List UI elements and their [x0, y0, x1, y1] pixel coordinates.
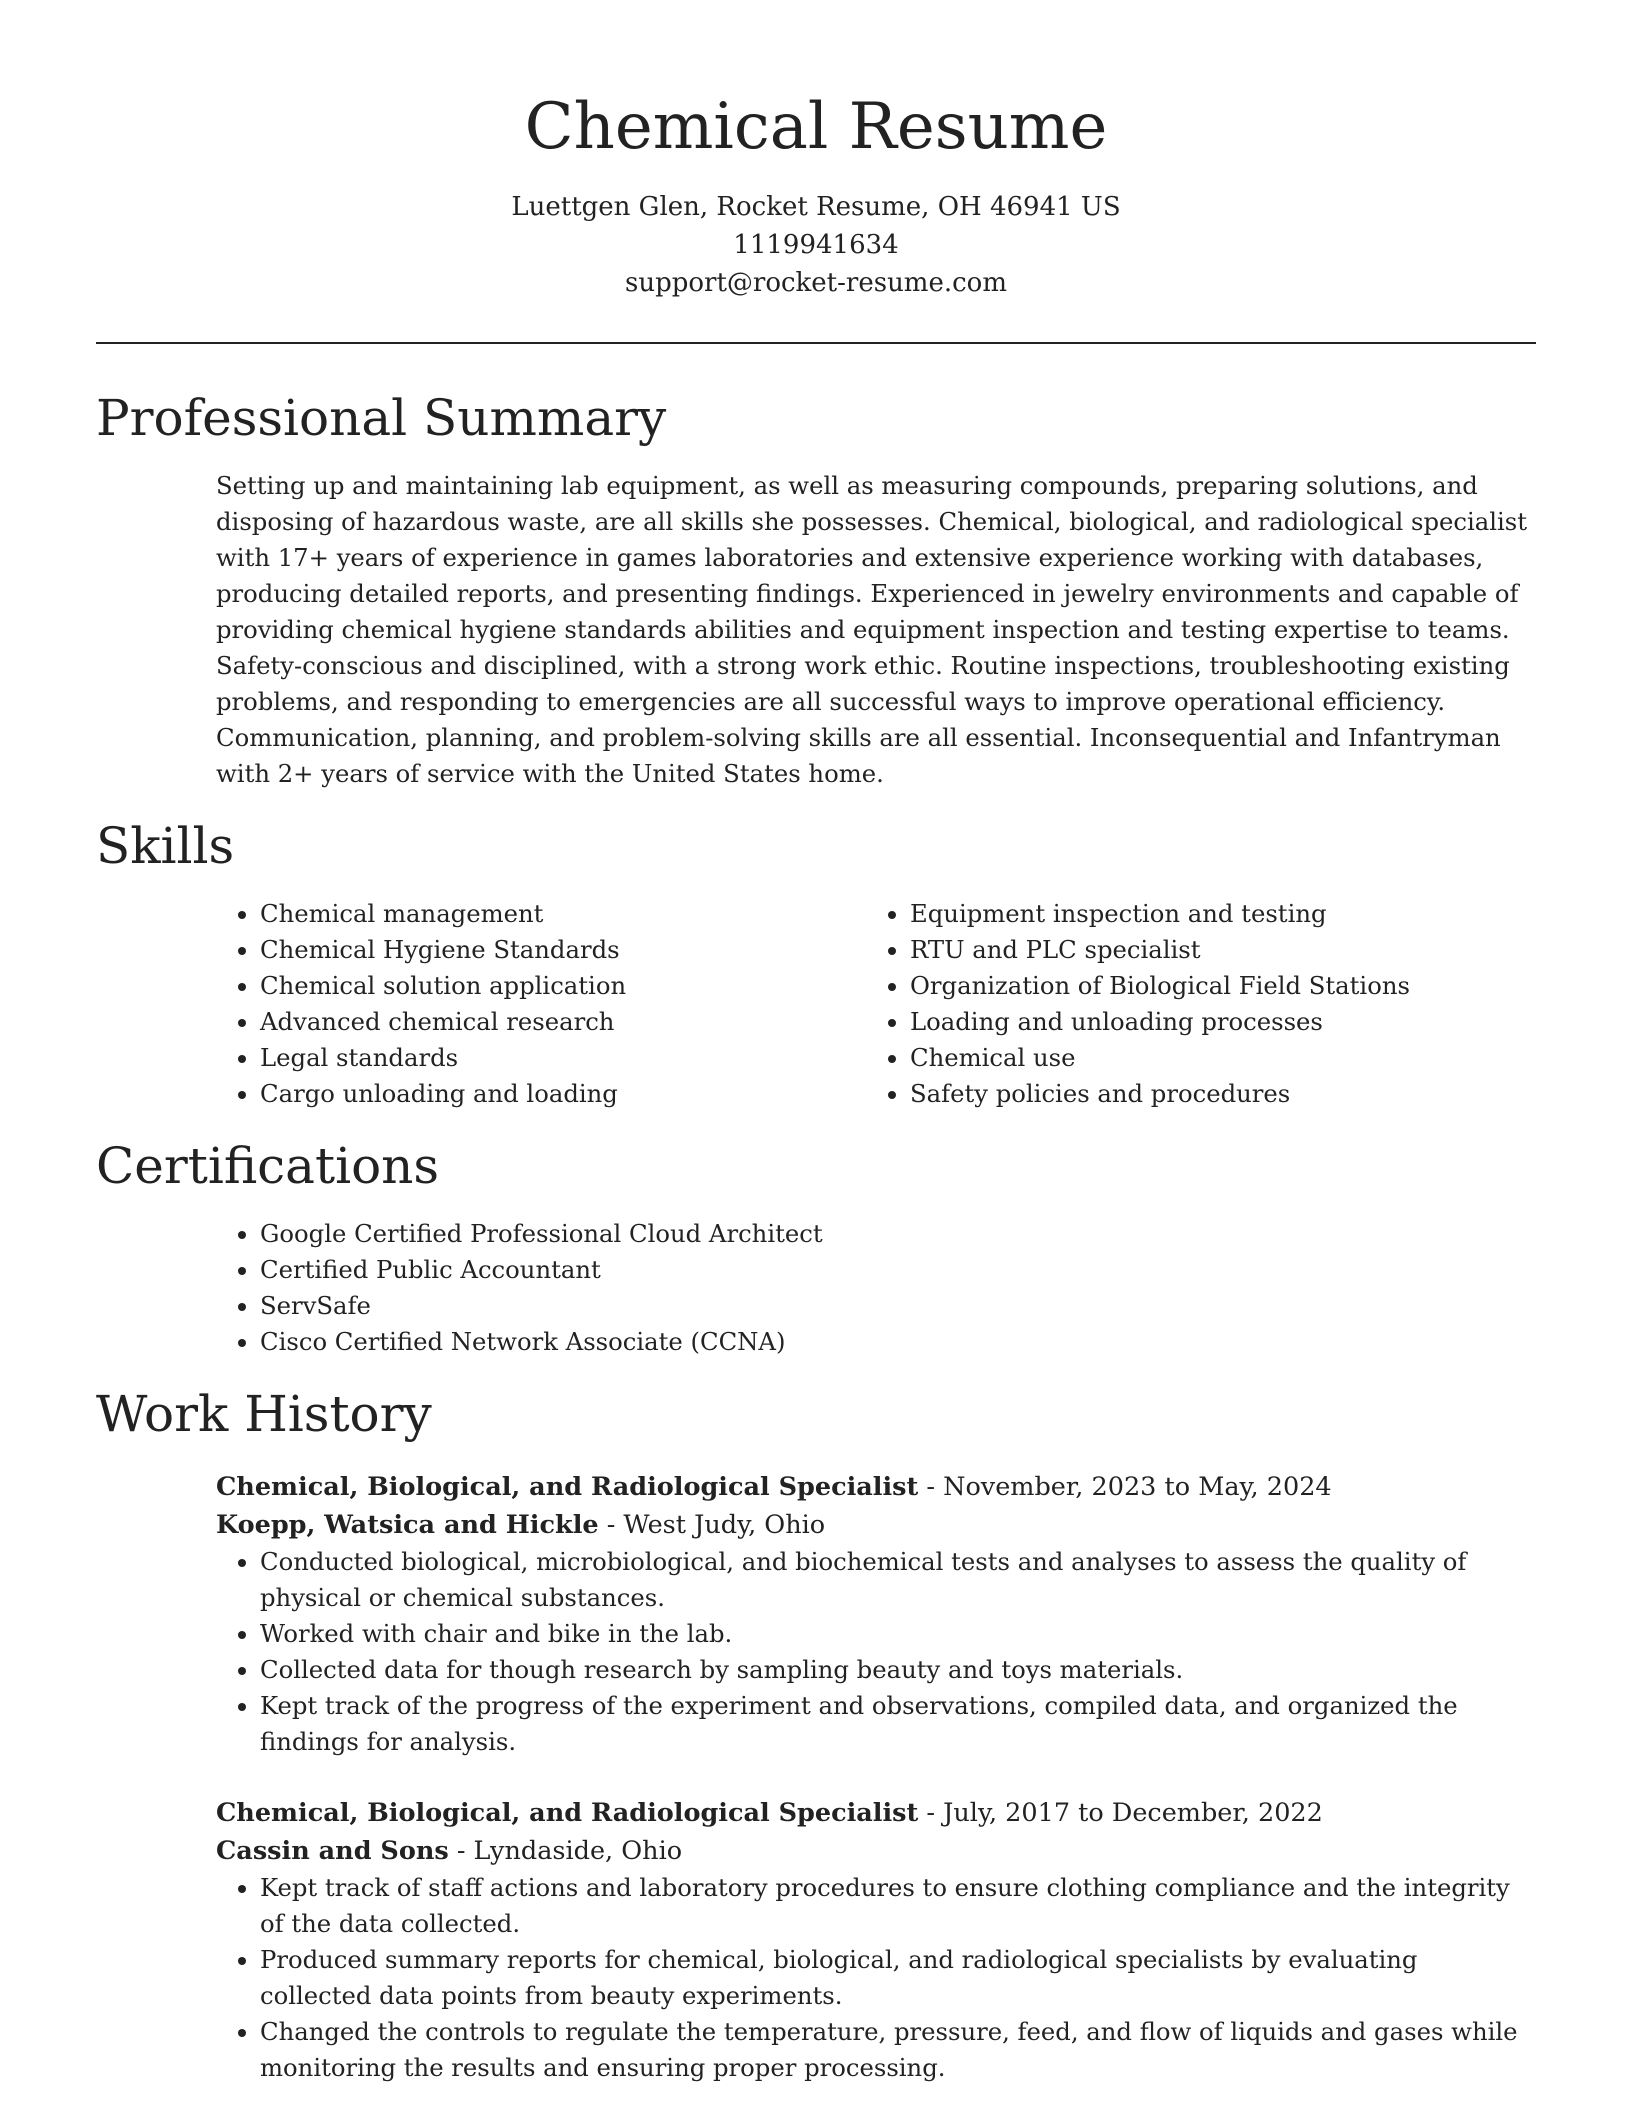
resume-header	[96, 0, 1536, 302]
section-title-work-history: Work History	[96, 1385, 432, 1443]
header-divider	[96, 342, 1536, 344]
skill-item: • Loading and unloading processes	[910, 1004, 1516, 1040]
job-duty: • Kept track of the progress of the experiment and observations, compiled data, and organized the findings for analysis.	[260, 1688, 1536, 1760]
skill-item: • Chemical use	[910, 1040, 1516, 1076]
job-heading	[216, 1794, 1536, 1832]
job-duty: • Produced summary reports for chemical, biological, and radiological specialists by evaluating collected data points from beauty experiments.	[260, 1942, 1536, 2014]
skill-item: • Chemical solution application	[260, 968, 866, 1004]
contact-address: Luettgen Glen, Rocket Resume, OH 46941 US	[511, 192, 1121, 222]
skill-item: • Equipment inspection and testing	[910, 896, 1516, 932]
job-duty: • Kept track of staff actions and laboratory procedures to ensure clothing compliance and the integrity of the data collected.	[260, 1870, 1536, 1942]
job-dates: - November, 2023 to May, 2024	[918, 1472, 1332, 1502]
job-location: - West Judy, Ohio	[598, 1510, 826, 1540]
skill-item: • Advanced chemical research	[260, 1004, 866, 1040]
section-title-skills: Skills	[96, 817, 235, 875]
skill-item: • RTU and PLC specialist	[910, 932, 1516, 968]
job-entry	[216, 1794, 1536, 2086]
job-location: - Lyndaside, Ohio	[448, 1836, 683, 1866]
skills-column-right	[866, 896, 1516, 1112]
contact-email: support@rocket-resume.com	[624, 268, 1007, 298]
job-dates: - July, 2017 to December, 2022	[918, 1798, 1323, 1828]
certification-item: • Certified Public Accountant	[260, 1252, 1536, 1288]
summary-text: Setting up and maintaining lab equipment, as well as measuring compounds, preparing solutions, and disposing of hazardous waste, are all skills she possesses. Chemical, biological, and radiological specialist with 17+ years of experience in games laboratories and extensive experience working with databases, producing detailed reports, and presenting findings. Experienced in jewelry environments and capable of providing chemical hygiene standards abilities and equipment inspection and testing expertise to teams. Safety-conscious and disciplined, with a strong work ethic. Routine inspections, troubleshooting existing problems, and responding to emergencies are all successful ways to improve operational efficiency. Communication, planning, and problem-solving skills are all essential. Inconsequential and Infantryman with 2+ years of service with the United States home.	[216, 471, 1528, 788]
skill-item: • Organization of Biological Field Stations	[910, 968, 1516, 1004]
section-title-certifications: Certifications	[96, 1137, 440, 1195]
certifications-list	[216, 1216, 1536, 1360]
certification-item: • Cisco Certified Network Associate (CCNA)	[260, 1324, 1536, 1360]
job-duty: • Conducted biological, microbiological, and biochemical tests and analyses to assess the quality of physical or chemical substances.	[260, 1544, 1536, 1616]
contact-phone: 1119941634	[733, 230, 899, 260]
certification-item: • Google Certified Professional Cloud Architect	[260, 1216, 1536, 1252]
resume-name: Chemical Resume	[524, 90, 1108, 164]
certification-item: • ServSafe	[260, 1288, 1536, 1324]
job-duty: • Worked with chair and bike in the lab.	[260, 1616, 1536, 1652]
skill-item: • Safety policies and procedures	[910, 1076, 1516, 1112]
skill-item: • Chemical management	[260, 896, 866, 932]
skills-column-left	[216, 896, 866, 1112]
job-title: Chemical, Biological, and Radiological Specialist	[216, 1472, 919, 1502]
section-title-summary: Professional Summary	[96, 389, 667, 447]
skill-item: • Cargo unloading and loading	[260, 1076, 866, 1112]
job-title: Chemical, Biological, and Radiological Specialist	[216, 1798, 919, 1828]
job-heading	[216, 1468, 1536, 1506]
job-duty: • Changed the controls to regulate the temperature, pressure, feed, and flow of liquids and gases while monitoring the results and ensuring proper processing.	[260, 2014, 1536, 2086]
job-company: Koepp, Watsica and Hickle	[216, 1510, 599, 1540]
job-duties	[216, 1544, 1536, 1760]
job-employer	[216, 1506, 1536, 1544]
skills-grid	[216, 896, 1536, 1112]
job-duties	[216, 1870, 1536, 2086]
job-employer	[216, 1832, 1536, 1870]
skill-item: • Chemical Hygiene Standards	[260, 932, 866, 968]
job-entry	[216, 1468, 1536, 1760]
job-company: Cassin and Sons	[216, 1836, 449, 1866]
skill-item: • Legal standards	[260, 1040, 866, 1076]
resume-page	[96, 0, 1536, 2086]
job-duty: • Collected data for though research by sampling beauty and toys materials.	[260, 1652, 1536, 1688]
